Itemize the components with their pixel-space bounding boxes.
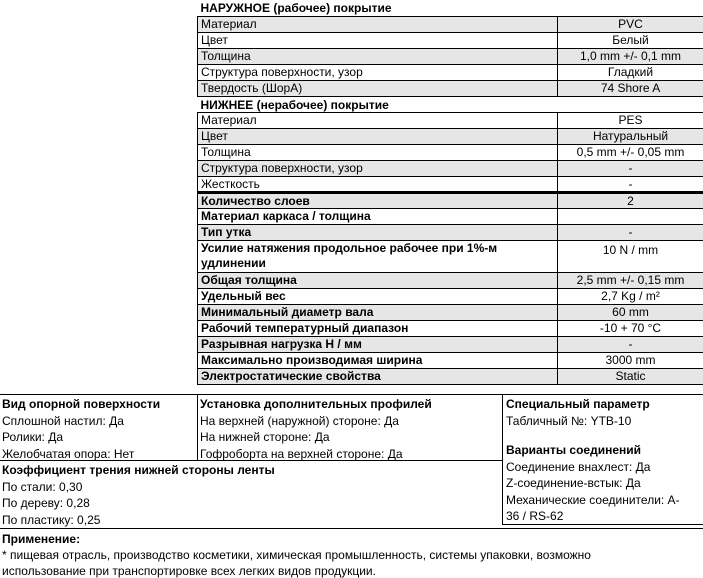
spec-label: Общая толщина bbox=[198, 272, 558, 288]
spec-row bbox=[198, 176, 703, 192]
friction-title: Коэффициент трения нижней стороны ленты bbox=[2, 463, 275, 477]
joints-panel bbox=[506, 442, 702, 525]
spec-row bbox=[198, 304, 703, 320]
spec-row bbox=[198, 192, 703, 208]
spec-value: PES bbox=[558, 112, 703, 128]
spec-value: Static bbox=[558, 368, 703, 384]
application-title: Применение: bbox=[2, 532, 81, 546]
spec-value: PVC bbox=[558, 16, 703, 32]
divider-line bbox=[0, 528, 703, 529]
spec-row bbox=[198, 112, 703, 128]
spec-value: - bbox=[558, 224, 703, 240]
profiles-line: На верхней (наружной) стороне: Да bbox=[200, 413, 399, 428]
spec-label: Тип утка bbox=[198, 224, 558, 240]
divider-line bbox=[197, 394, 198, 460]
friction-line: По пластику: 0,25 bbox=[2, 512, 101, 527]
profiles-title: Установка дополнительных профилей bbox=[200, 397, 432, 411]
joints-line: Z-соединение-встык: Да bbox=[506, 476, 641, 490]
spec-value bbox=[558, 208, 703, 224]
joints-line: Соединение внахлест: Да bbox=[506, 459, 651, 474]
section-header-row bbox=[198, 0, 703, 16]
friction-line: По стали: 0,30 bbox=[2, 479, 83, 494]
spec-row bbox=[198, 288, 703, 304]
spec-label: Удельный вес bbox=[198, 288, 558, 304]
spec-row bbox=[198, 160, 703, 176]
spec-label: Усилие натяжения продольное рабочее при 1%-м удлинении bbox=[198, 240, 558, 272]
spec-value: 3000 mm bbox=[558, 352, 703, 368]
spec-row bbox=[198, 16, 703, 32]
spec-row bbox=[198, 224, 703, 240]
support-surface-line: Желобчатая опора: Нет bbox=[2, 446, 135, 461]
spec-label: Минимальный диаметр вала bbox=[198, 304, 558, 320]
spec-label: Рабочий температурный диапазон bbox=[198, 320, 558, 336]
divider-line bbox=[0, 394, 703, 395]
spec-value: Натуральный bbox=[558, 128, 703, 144]
friction-panel bbox=[2, 462, 500, 528]
divider-line bbox=[502, 394, 503, 525]
section-header-row bbox=[198, 96, 703, 112]
special-parameter-panel bbox=[506, 396, 702, 429]
spec-value: 2 bbox=[558, 192, 703, 208]
spec-label: Структура поверхности, узор bbox=[198, 160, 558, 176]
spec-value: - bbox=[558, 160, 703, 176]
support-surface-panel bbox=[2, 396, 196, 462]
spec-value: - bbox=[558, 176, 703, 192]
section-header: НАРУЖНОЕ (рабочее) покрытие bbox=[200, 1, 392, 16]
spec-label: Материал каркаса / толщина bbox=[198, 208, 558, 224]
spec-row bbox=[198, 272, 703, 288]
profiles-line: На нижней стороне: Да bbox=[200, 430, 330, 444]
special-parameter-title: Специальный параметр bbox=[506, 397, 650, 411]
support-surface-line: Сплошной настил: Да bbox=[2, 413, 124, 428]
spec-label: Цвет bbox=[198, 128, 558, 144]
support-surface-title: Вид опорной поверхности bbox=[2, 397, 161, 411]
application-line: * пищевая отрасль, производство косметики, химическая промышленность, системы упаковки, возможно bbox=[2, 548, 591, 562]
spec-row bbox=[198, 368, 703, 384]
spec-label: Материал bbox=[198, 112, 558, 128]
spec-value: 60 mm bbox=[558, 304, 703, 320]
specification-table-body bbox=[198, 0, 703, 384]
spec-row bbox=[198, 64, 703, 80]
spec-row bbox=[198, 48, 703, 64]
spec-row bbox=[198, 352, 703, 368]
joints-title: Варианты соединений bbox=[506, 443, 642, 457]
spec-label: Максимально производимая ширина bbox=[198, 352, 558, 368]
spec-value: 74 Shore A bbox=[558, 80, 703, 96]
spec-row bbox=[198, 144, 703, 160]
spec-row bbox=[198, 336, 703, 352]
spec-value: - bbox=[558, 336, 703, 352]
spec-label: Толщина bbox=[198, 144, 558, 160]
spec-label: Количество слоев bbox=[198, 192, 558, 208]
special-parameter-line: Табличный №: YTB-10 bbox=[506, 413, 632, 428]
specification-table bbox=[197, 0, 703, 385]
spec-row bbox=[198, 80, 703, 96]
spec-label: Толщина bbox=[198, 48, 558, 64]
section-header: НИЖНЕЕ (нерабочее) покрытие bbox=[200, 97, 389, 112]
spec-label: Электростатические свойства bbox=[198, 368, 558, 384]
spec-value: Гладкий bbox=[558, 64, 703, 80]
spec-value: 2,5 mm +/- 0,15 mm bbox=[558, 272, 703, 288]
spec-value: 1,0 mm +/- 0,1 mm bbox=[558, 48, 703, 64]
friction-line: По дереву: 0,28 bbox=[2, 496, 90, 510]
spec-row bbox=[198, 240, 703, 272]
spec-value: 2,7 Kg / m² bbox=[558, 288, 703, 304]
spec-label: Жесткость bbox=[198, 176, 558, 192]
spec-value: 0,5 mm +/- 0,05 mm bbox=[558, 144, 703, 160]
spec-label: Твердость (ШорA) bbox=[198, 80, 558, 96]
spec-label: Структура поверхности, узор bbox=[198, 64, 558, 80]
application-line: использование при транспортировке всех легких видов продукции. bbox=[2, 564, 376, 578]
spec-row bbox=[198, 32, 703, 48]
spec-label: Разрывная нагрузка Н / мм bbox=[198, 336, 558, 352]
spec-label: Цвет bbox=[198, 32, 558, 48]
application-section bbox=[2, 531, 702, 578]
profiles-panel bbox=[200, 396, 500, 462]
spec-row bbox=[198, 320, 703, 336]
support-surface-line: Ролики: Да bbox=[2, 430, 64, 444]
spec-row bbox=[198, 128, 703, 144]
spec-label: Материал bbox=[198, 16, 558, 32]
joints-line: 36 / RS-62 bbox=[506, 509, 564, 523]
spec-row bbox=[198, 208, 703, 224]
joints-line: Механические соединители: А- bbox=[506, 492, 680, 507]
spec-value: Белый bbox=[558, 32, 703, 48]
profiles-line: Гофроборта на верхней стороне: Да bbox=[200, 446, 403, 461]
spec-value: 10 N / mm bbox=[558, 240, 703, 272]
spec-value: -10 + 70 °C bbox=[558, 320, 703, 336]
